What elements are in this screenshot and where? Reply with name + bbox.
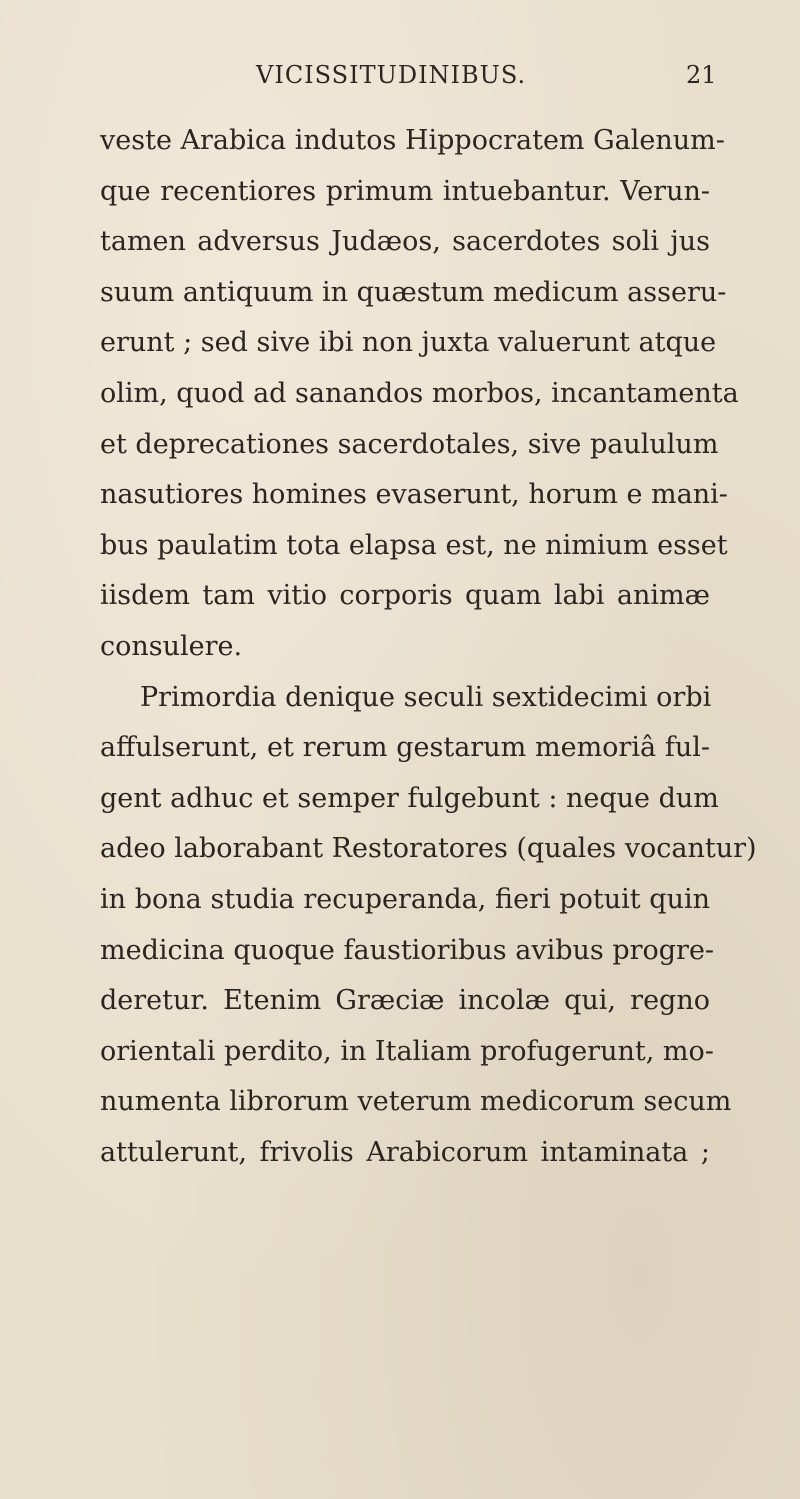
text-line: orientali perdito, in Italiam profugerunt, mo- bbox=[100, 1035, 714, 1067]
text-line: suum antiquum in quæstum medicum asseru- bbox=[100, 276, 727, 308]
text-line: iisdem tam vitio corporis quam labi animæ bbox=[100, 580, 710, 612]
running-title: VICISSITUDINIBUS. bbox=[256, 61, 527, 89]
text-line: deretur. Etenim Græciæ incolæ qui, regno bbox=[100, 985, 710, 1017]
text-line: veste Arabica indutos Hippocratem Galenum- bbox=[100, 125, 725, 156]
text-line: et deprecationes sacerdotales, sive paululum bbox=[100, 428, 719, 460]
text-line: nasutiores homines evaserunt, horum e mani- bbox=[100, 479, 728, 511]
text-line: consulere. bbox=[100, 630, 243, 662]
text-line: medicina quoque faustioribus avibus progre- bbox=[100, 934, 715, 966]
running-head bbox=[0, 55, 800, 95]
text-line: tamen adversus Judæos, sacerdotes soli jus bbox=[100, 226, 710, 258]
text-line: Primordia denique seculi sextidecimi orbi bbox=[140, 681, 712, 713]
text-line: erunt ; sed sive ibi non juxta valuerunt atque bbox=[100, 327, 717, 359]
text-line: attulerunt, frivolis Arabicorum intaminata ; bbox=[100, 1136, 710, 1168]
text-line: gent adhuc et semper fulgebunt : neque dum bbox=[100, 782, 719, 814]
text-line: numenta librorum veterum medicorum secum bbox=[100, 1086, 732, 1118]
text-line: que recentiores primum intuebantur. Verun- bbox=[100, 175, 710, 207]
text-line: affulserunt, et rerum gestarum memoriâ ful- bbox=[100, 732, 710, 764]
body-text bbox=[100, 116, 757, 1178]
text-line: olim, quod ad sanandos morbos, incantamenta bbox=[100, 377, 739, 409]
text-line: bus paulatim tota elapsa est, ne nimium esset bbox=[100, 529, 728, 561]
text-line: adeo laborabant Restoratores (quales vocantur) bbox=[100, 833, 757, 865]
page-number: 21 bbox=[686, 61, 717, 89]
text-line: in bona studia recuperanda, fieri potuit quin bbox=[100, 883, 710, 915]
